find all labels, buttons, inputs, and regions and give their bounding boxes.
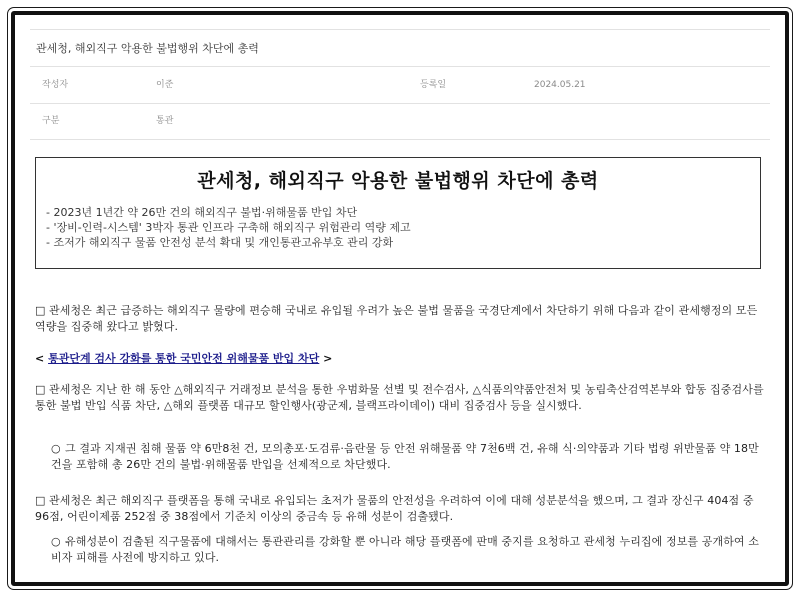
author-value: 이준 bbox=[156, 80, 174, 90]
square-bullet: □ bbox=[35, 383, 46, 396]
square-bullet: □ bbox=[35, 494, 46, 507]
category-label: 구분 bbox=[42, 116, 60, 126]
circle-bullet: ○ bbox=[51, 535, 61, 548]
summary-list bbox=[46, 205, 760, 250]
section-heading bbox=[35, 350, 332, 366]
square-bullet: □ bbox=[35, 304, 46, 317]
circle-bullet: ○ bbox=[51, 442, 61, 455]
meta-row-category bbox=[30, 103, 770, 140]
paragraph-3 bbox=[35, 441, 767, 473]
date-value: 2024.05.21 bbox=[534, 80, 586, 90]
article-title: 관세청, 해외직구 악용한 불법행위 차단에 총력 bbox=[30, 29, 770, 67]
section-close-bracket: > bbox=[323, 352, 333, 365]
author-label: 작성자 bbox=[42, 80, 69, 90]
paragraph-5 bbox=[35, 534, 767, 566]
summary-item: - '장비-인력-시스템' 3박자 통관 인프라 구축해 해외직구 위험관리 역량 제고 bbox=[46, 221, 411, 234]
summary-title: 관세청, 해외직구 악용한 불법행위 차단에 총력 bbox=[197, 170, 599, 192]
paragraph-text: 관세청은 최근 급증하는 해외직구 물량에 편승해 국내로 유입될 우려가 높은 불법 물품을 국경단계에서 차단하기 위해 다음과 같이 관세행정의 모든 역량을 집중해 왔다고 밝혔다. bbox=[35, 304, 758, 333]
section-open-bracket: < bbox=[35, 352, 45, 365]
paragraph-4 bbox=[35, 493, 765, 525]
paragraph-text: 관세청은 지난 한 해 동안 △해외직구 거래정보 분석을 통한 우범화물 선별 및 전수검사, △식품의약품안전처 및 농림축산검역본부와 합동 집중검사를 통한 불법 반입 식품 차단, △해외 플랫폼 대규모 할인행사(광군제, 블랙프라이데이) 대비 집중검사 등을 실시했다. bbox=[35, 383, 764, 412]
summary-item: - 2023년 1년간 약 26만 건의 해외직구 불법·위해물품 반입 차단 bbox=[46, 206, 358, 219]
date-label: 등록일 bbox=[420, 80, 447, 90]
paragraph-2 bbox=[35, 382, 765, 414]
article-frame bbox=[11, 11, 789, 586]
category-value: 통관 bbox=[156, 116, 174, 126]
meta-row-author bbox=[30, 67, 770, 104]
paragraph-text: 관세청은 최근 해외직구 플랫폼을 통해 국내로 유입되는 초저가 물품의 안전성을 우려하여 이에 대해 성분분석을 했으며, 그 결과 장신구 404점 중 96점, 어린이제품 252점 중 38점에서 기준치 이상의 중금속 등 유해 성분이 검출됐다. bbox=[35, 494, 754, 523]
summary-box bbox=[35, 157, 761, 269]
summary-item: - 조저가 해외직구 물품 안전성 분석 확대 및 개인통관고유부호 관리 강화 bbox=[46, 236, 394, 249]
paragraph-text: 그 결과 지재권 침해 물품 약 6만8천 건, 모의총포·도검류·음란물 등 안전 위해물품 약 7천6백 건, 유해 식·의약품과 기타 법령 위반물품 약 18만 건을 포함해 총 26만 건의 불법·위해물품 반입을 선제적으로 차단했다. bbox=[51, 442, 759, 471]
section-title: 통관단계 검사 강화를 통한 국민안전 위해물품 반입 차단 bbox=[48, 352, 320, 365]
paragraph-1 bbox=[35, 303, 765, 335]
paragraph-text: 유해성분이 검출된 직구물품에 대해서는 통관관리를 강화할 뿐 아니라 해당 플랫폼에 판매 중지를 요청하고 관세청 누리집에 정보를 공개하여 소비자 피해를 사전에 방지하고 있다. bbox=[51, 535, 759, 564]
